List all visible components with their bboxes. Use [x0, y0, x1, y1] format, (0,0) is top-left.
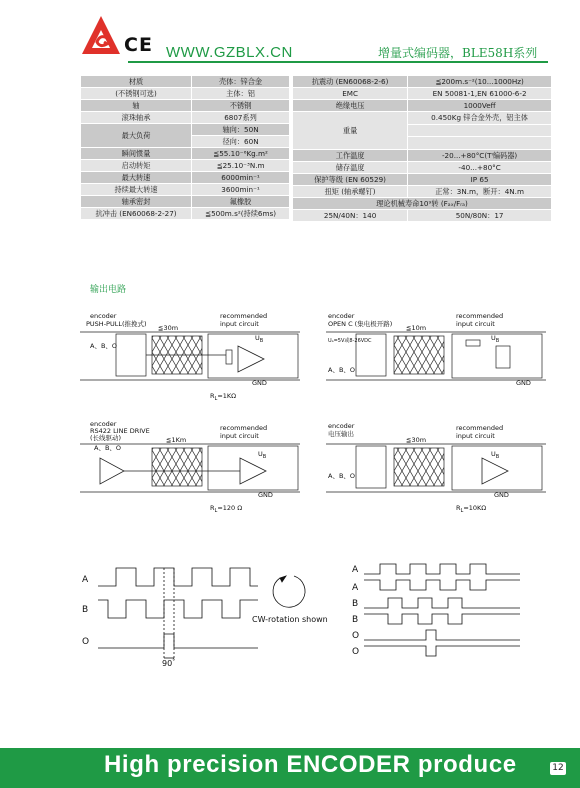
spec-cell: ≦55.10⁻⁶Kg.m² [192, 148, 290, 160]
phase-degree-label: 90° [162, 658, 176, 668]
ce-mark: CE [124, 34, 153, 56]
circuit-type: 电压输出 [328, 430, 354, 438]
spec-cell: 3600min⁻¹ [192, 184, 290, 196]
channel-label: A、B、O [328, 366, 356, 374]
circuit-type: OPEN C (集电极开路) [328, 320, 393, 328]
spec-cell: 轴 [81, 100, 192, 112]
section-title-output-circuit: 输出电路 [90, 285, 127, 295]
spec-cell: 正常：3N.m，断开：4N.m [408, 186, 552, 198]
spec-table-left [80, 75, 290, 220]
recommended-label: recommended [220, 424, 268, 432]
gnd-label: GND [516, 379, 531, 387]
spec-cell: 材质 [81, 76, 192, 88]
cable-length: ≦30m [406, 436, 427, 444]
spec-cell: 最大负荷 [81, 124, 192, 148]
spec-cell: 6807系列 [192, 112, 290, 124]
gnd-label: GND [258, 491, 273, 499]
spec-cell: 氟橡胶 [192, 196, 290, 208]
spec-cell: 启动转矩 [81, 160, 192, 172]
spec-cell: EMC [293, 88, 408, 100]
spec-cell: 抗冲击 (EN60068-2-27) [81, 208, 192, 220]
spec-cell: 50N/80N：17 [408, 210, 552, 222]
supply-voltage: Uₐ=5V或8-26VDC [328, 338, 372, 344]
circuit-push-pull [80, 312, 300, 402]
gnd-label: GND [252, 379, 267, 387]
spec-cell: -40...+80°C [408, 162, 552, 174]
circuit-label: encoder [328, 422, 355, 430]
spec-cell: 最大转速 [81, 172, 192, 184]
circuit-open-collector [326, 312, 546, 387]
spec-cell: 滚珠轴承 [81, 112, 192, 124]
spec-cell: ≦200m.s⁻²(10...1000Hz) [408, 76, 552, 88]
page-number: 12 [550, 762, 566, 775]
spec-cell: 重量 [293, 112, 408, 150]
rl-label: $R_L=1K\Omega$ [210, 392, 237, 402]
company-logo [80, 14, 122, 56]
footer-slogan: High precision ENCODER produce [104, 751, 517, 778]
spec-cell: 保护等级 (EN 60529) [293, 174, 408, 186]
spec-cell: 6000min⁻¹ [192, 172, 290, 184]
spec-cell: 工作温度 [293, 150, 408, 162]
cable-length: ≦30m [158, 324, 179, 332]
spec-cell: 抗震动 (EN60068-2-6) [293, 76, 408, 88]
circuit-label: encoder [328, 312, 355, 320]
spec-cell: -20...+80°C(Tᴵ编码器) [408, 150, 552, 162]
signal-label-a: A [352, 565, 359, 575]
ub-label: $U_B$ [258, 450, 267, 460]
signal-label-b: B [352, 599, 359, 609]
gnd-label: GND [494, 491, 509, 499]
signal-label-a-inverted: A [352, 583, 359, 593]
rotation-label: CW-rotation shown [252, 615, 328, 624]
signal-timing-diagrams [80, 560, 540, 670]
recommended-label: recommended [456, 424, 504, 432]
spec-table-right [292, 75, 552, 222]
input-circuit-label: input circuit [220, 320, 259, 328]
spec-cell: 轴承密封 [81, 196, 192, 208]
signal-label-a: A [82, 575, 89, 585]
spec-cell: ≦25.10⁻³N.m [192, 160, 290, 172]
signal-label-b: B [82, 605, 89, 615]
spec-cell: 储存温度 [293, 162, 408, 174]
signal-label-o: O [82, 637, 90, 647]
spec-cell [408, 137, 552, 150]
rl-label: $R_L=10K\Omega$ [456, 504, 487, 514]
spec-cell: (不锈钢可选) [81, 88, 192, 100]
spec-cell: 轴向：50N [192, 124, 290, 136]
spec-cell: 持续最大转速 [81, 184, 192, 196]
channel-label: A、B、O [328, 472, 356, 480]
ub-label: $U_B$ [491, 450, 500, 460]
spec-cell: 径向：60N [192, 136, 290, 148]
spec-cell: 瞬间惯量 [81, 148, 192, 160]
website-link[interactable]: WWW.GZBLX.CN [166, 44, 293, 61]
signal-label-o-inverted: O [352, 647, 360, 657]
spec-cell: 0.450Kg 锌合金外壳，铝主体 [408, 112, 552, 125]
spec-cell: ≦500m.s²(持续6ms) [192, 208, 290, 220]
output-circuit-diagrams [80, 310, 560, 525]
spec-cell [408, 124, 552, 137]
input-circuit-label: input circuit [456, 320, 495, 328]
spec-cell: 绝缘电压 [293, 100, 408, 112]
ub-label: $U_B$ [255, 334, 264, 344]
spec-cell: 不锈钢 [192, 100, 290, 112]
spec-cell: 主体：铝 [192, 88, 290, 100]
spec-cell: 扭矩 (轴承螺钉) [293, 186, 408, 198]
ub-label: $U_B$ [491, 334, 500, 344]
circuit-subtype: (长线驱动) [90, 434, 122, 442]
cable-length: ≦1Km [166, 436, 187, 444]
input-circuit-label: input circuit [456, 432, 495, 440]
cable-length: ≦10m [406, 324, 427, 332]
input-circuit-label: input circuit [220, 432, 259, 440]
rl-label: $R_L=120$ Ω [210, 504, 243, 514]
spec-cell: EN 50081-1,EN 61000-6-2 [408, 88, 552, 100]
spec-cell: 25N/40N：140 [293, 210, 408, 222]
signal-label-b-inverted: B [352, 615, 359, 625]
channel-label: A、B、O [94, 444, 122, 452]
circuit-type: PUSH-PULL(推挽式) [86, 320, 147, 328]
spec-cell: 壳体：锌合金 [192, 76, 290, 88]
circuit-label: encoder [90, 420, 117, 428]
circuit-voltage-output [326, 422, 546, 514]
signal-label-o: O [352, 631, 360, 641]
circuit-rs422 [80, 420, 300, 514]
spec-cell: IP 65 [408, 174, 552, 186]
spec-cell: 理论机械寿命10⁹转 (Fₐₓ/Fᵣₐ) [293, 198, 552, 210]
header-divider [128, 61, 548, 63]
product-title: 增量式编码器，BLE58H系列 [378, 46, 538, 60]
circuit-label: encoder [90, 312, 117, 320]
spec-cell: 1000Veff [408, 100, 552, 112]
recommended-label: recommended [456, 312, 504, 320]
recommended-label: recommended [220, 312, 268, 320]
channel-label: A、B、O [90, 342, 118, 350]
circuit-type: RS422 LINE DRIVE [90, 427, 150, 435]
